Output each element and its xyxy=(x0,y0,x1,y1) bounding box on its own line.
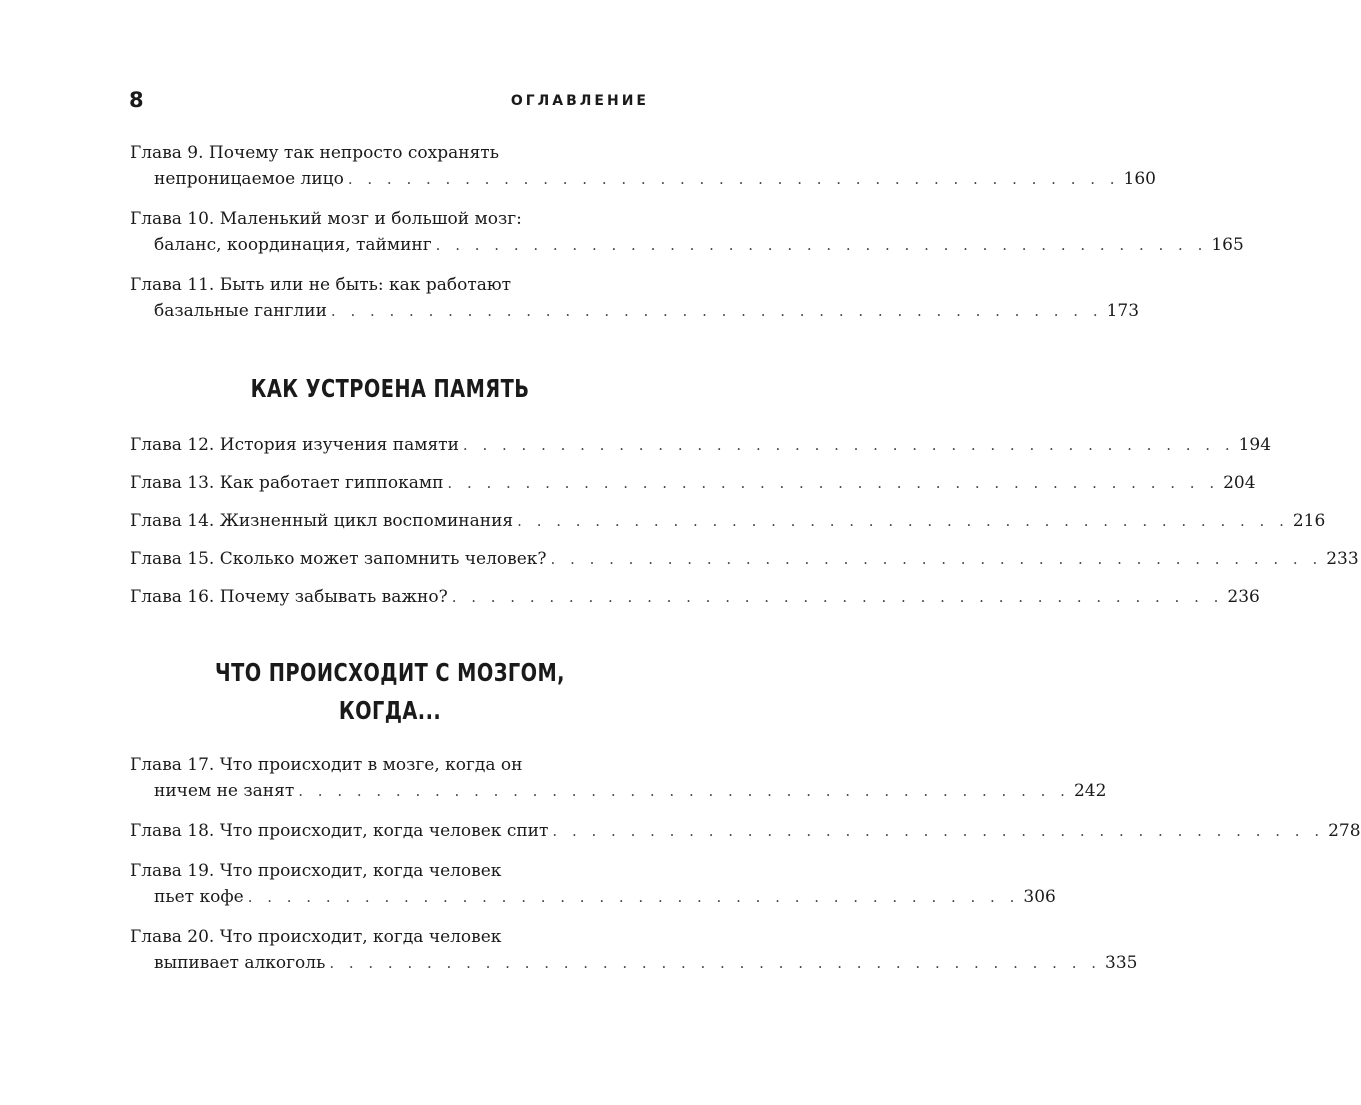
dot-leader: . . . . . . . . . . . . . . . . . . . . . . . . . . . . . . . . . . . . . . . . xyxy=(462,436,1235,454)
toc-entry-title-continued: баланс, координация, тайминг xyxy=(154,235,432,255)
toc-entry-chapter-16 xyxy=(130,584,1260,610)
toc-entry-title-continued: пьет кофе xyxy=(154,887,244,907)
toc-entry-page: 204 xyxy=(1223,473,1256,493)
dot-leader: . . . . . . . . . . . . . . . . . . . . . . . . . . . . . . . . . . . . . . . . xyxy=(247,888,1020,906)
toc-entry-chapter-18 xyxy=(130,818,1361,844)
toc-entry-title: Глава 11. Быть или не быть: как работают xyxy=(130,275,512,295)
toc-entry-title: Глава 18. Что происходит, когда человек спит xyxy=(130,821,549,841)
dot-leader: . . . . . . . . . . . . . . . . . . . . . . . . . . . . . . . . . . . . . . . . xyxy=(447,474,1220,492)
toc-entry-page: 233 xyxy=(1326,549,1359,569)
table-of-contents xyxy=(130,140,1361,976)
toc-entry-title-continued: непроницаемое лицо xyxy=(154,169,344,189)
dot-leader: . . . . . . . . . . . . . . . . . . . . . . . . . . . . . . . . . . . . . . . . xyxy=(517,512,1289,530)
toc-entry-page: 306 xyxy=(1023,887,1056,907)
toc-entry-chapter-12 xyxy=(130,432,1272,458)
toc-entry-page: 236 xyxy=(1227,587,1260,607)
toc-entry-title: Глава 17. Что происходит в мозге, когда он xyxy=(130,755,523,775)
section-title-memory: КАК УСТРОЕНА ПАМЯТЬ xyxy=(250,374,530,403)
toc-entry-chapter-20 xyxy=(130,924,1138,976)
toc-entry-title: Глава 12. История изучения памяти xyxy=(130,435,459,455)
toc-entry-title: Глава 15. Сколько может запомнить человек? xyxy=(130,549,547,569)
toc-entry-page: 194 xyxy=(1238,435,1272,455)
toc-entry-chapter-17 xyxy=(130,752,1107,804)
toc-entry-title-continued: выпивает алкоголь xyxy=(154,953,326,973)
toc-entry-title: Глава 16. Почему забывать важно? xyxy=(130,587,448,607)
dot-leader: . . . . . . . . . . . . . . . . . . . . . . . . . . . . . . . . . . . . . . . . xyxy=(347,170,1120,188)
dot-leader: . . . . . . . . . . . . . . . . . . . . . . . . . . . . . . . . . . . . . . . . xyxy=(298,782,1070,800)
dot-leader: . . . . . . . . . . . . . . . . . . . . . . . . . . . . . . . . . . . . . . . . xyxy=(435,236,1208,254)
toc-entry-chapter-19 xyxy=(130,858,1056,910)
dot-leader: . . . . . . . . . . . . . . . . . . . . . . . . . . . . . . . . . . . . . . . . xyxy=(330,302,1103,320)
toc-entry-page: 165 xyxy=(1211,235,1244,255)
section-title-line: ЧТО ПРОИСХОДИТ С МОЗГОМ, xyxy=(215,658,565,687)
dot-leader: . . . . . . . . . . . . . . . . . . . . . . . . . . . . . . . . . . . . . . . . xyxy=(329,954,1102,972)
toc-entry-page: 242 xyxy=(1073,781,1107,801)
page-number: 8 xyxy=(129,88,144,112)
toc-entry-page: 160 xyxy=(1123,169,1156,189)
toc-entry-chapter-11 xyxy=(130,272,1140,324)
toc-entry-title: Глава 19. Что происходит, когда человек xyxy=(130,861,502,881)
toc-entry-chapter-10 xyxy=(130,206,1244,258)
dot-leader: . . . . . . . . . . . . . . . . . . . . . . . . . . . . . . . . . . . . . . . . xyxy=(552,822,1325,840)
toc-entry-chapter-9 xyxy=(130,140,1156,192)
toc-entry-chapter-13 xyxy=(130,470,1256,496)
toc-entry-page: 173 xyxy=(1106,301,1140,321)
toc-entry-title: Глава 13. Как работает гиппокамп xyxy=(130,473,444,493)
toc-entry-title: Глава 10. Маленький мозг и большой мозг: xyxy=(130,209,522,229)
dot-leader: . . . . . . . . . . . . . . . . . . . . . . . . . . . . . . . . . . . . . . . . xyxy=(550,550,1323,568)
toc-entry-page: 278 xyxy=(1328,821,1361,841)
dot-leader: . . . . . . . . . . . . . . . . . . . . . . . . . . . . . . . . . . . . . . . . xyxy=(451,588,1224,606)
toc-entry-page: 216 xyxy=(1292,511,1326,531)
toc-entry-chapter-14 xyxy=(130,508,1326,534)
toc-entry-title: Глава 9. Почему так непросто сохранять xyxy=(130,143,499,163)
section-title-line: КОГДА... xyxy=(338,696,442,725)
section-title-brain xyxy=(130,654,650,730)
toc-entry-title: Глава 20. Что происходит, когда человек xyxy=(130,927,502,947)
toc-entry-title-continued: базальные ганглии xyxy=(154,301,327,321)
toc-entry-page: 335 xyxy=(1105,953,1138,973)
running-head: ОГЛАВЛЕНИЕ xyxy=(510,93,649,109)
toc-entry-chapter-15 xyxy=(130,546,1359,572)
toc-entry-title-continued: ничем не занят xyxy=(154,781,295,801)
toc-entry-title: Глава 14. Жизненный цикл воспоминания xyxy=(130,511,514,531)
